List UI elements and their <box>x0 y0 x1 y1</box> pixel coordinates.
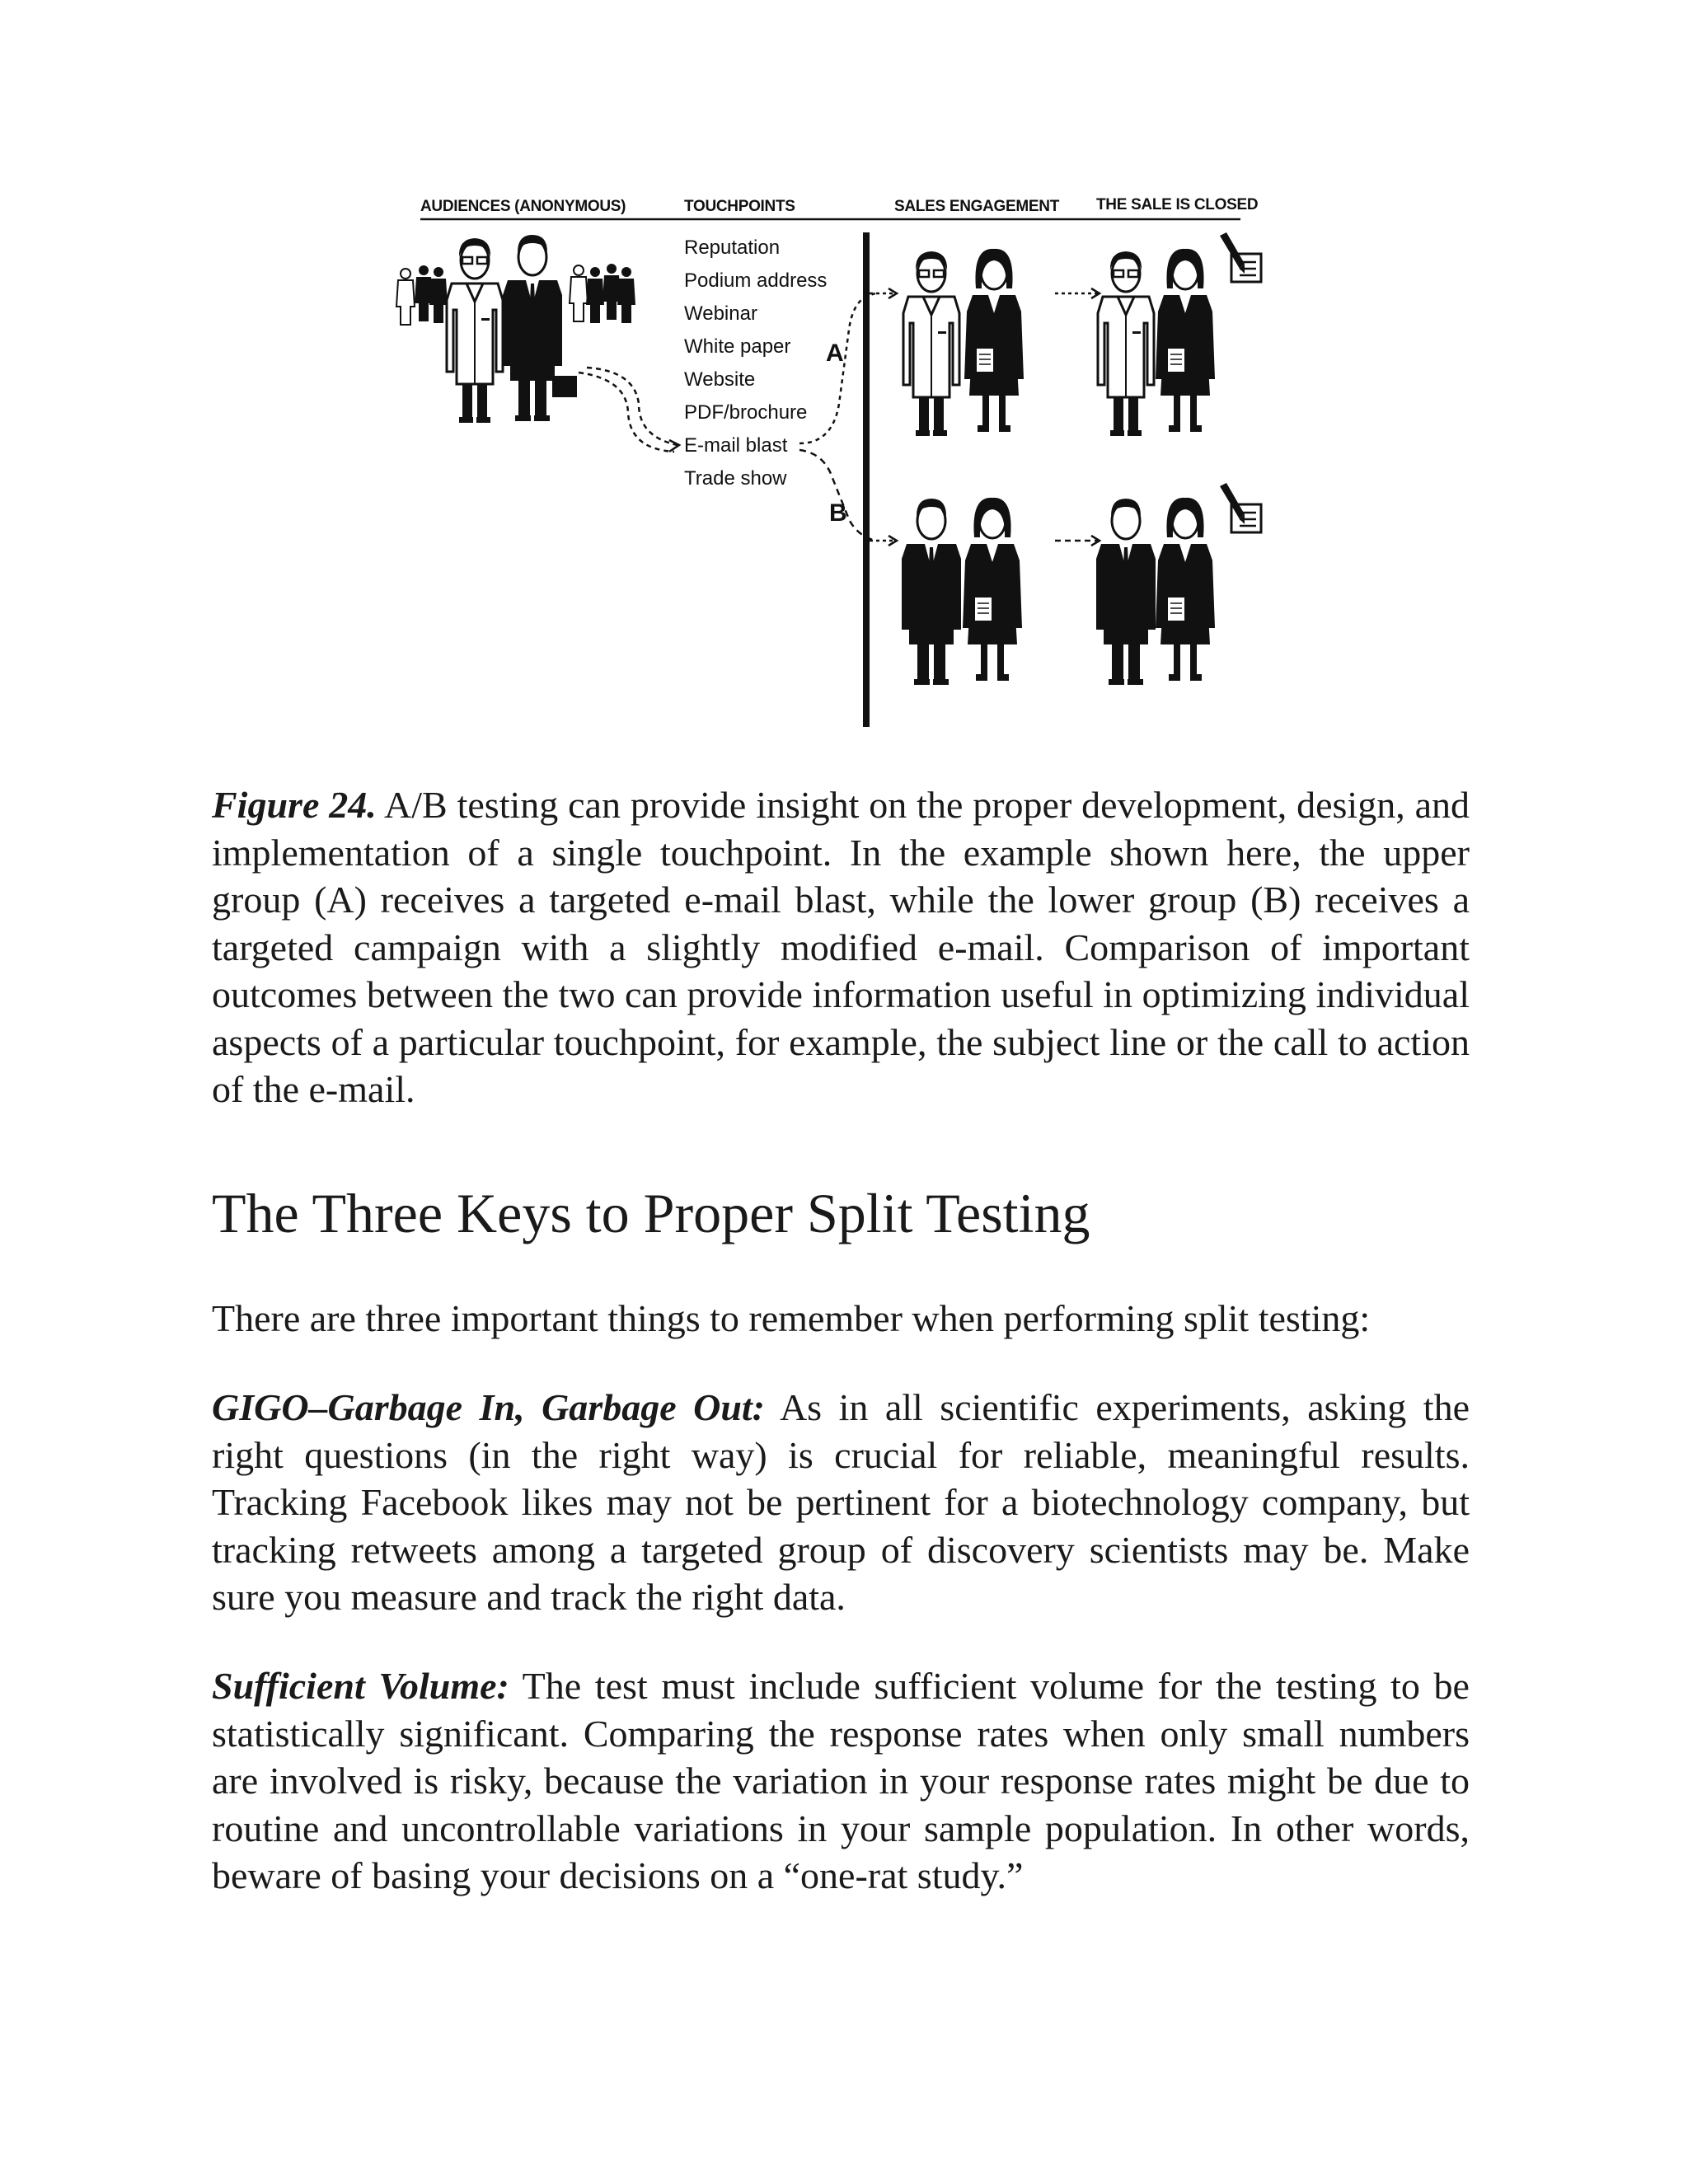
touchpoint-item: PDF/brochure <box>684 401 808 424</box>
briefcase-icon <box>552 376 577 397</box>
figure-caption <box>212 781 1470 1113</box>
key-paragraph-volume <box>212 1662 1470 1900</box>
header-touchpoints: TOUCHPOINTS <box>684 198 795 215</box>
path-b-label: B <box>829 499 847 527</box>
contract-icon <box>1220 232 1261 282</box>
touchpoint-item: Reputation <box>684 237 781 259</box>
contract-icon <box>1220 483 1261 532</box>
figure-label: Figure 24. <box>212 784 377 826</box>
touchpoint-item: Podium address <box>684 269 828 292</box>
audience-group <box>396 235 635 423</box>
key-paragraph-gigo <box>212 1384 1470 1621</box>
sale-closed-a <box>1098 232 1261 436</box>
caption-text: A/B testing can provide insight on the proper development, design, and implementation of a single touchpoint. In the example shown here, the upper group (A) receives a targeted e-mail blast, while the lower group (B) receives a targeted campaign with a slightly modified e-mail. Comparison of important outcomes between the two can provide information useful in optimizing individual aspects of a particular touchpoint, for example, the subject line or the call to action of the e-mail. <box>212 784 1470 1110</box>
touchpoint-item: Website <box>684 368 756 391</box>
path-a-label: A <box>826 340 844 367</box>
key-lead: GIGO–Garbage In, Garbage Out: <box>212 1386 765 1428</box>
sales-divider <box>863 232 870 727</box>
sales-engagement-b <box>902 498 1022 685</box>
sales-engagement-a <box>903 249 1024 436</box>
section-heading: The Three Keys to Proper Split Testing <box>212 1182 1090 1244</box>
touchpoint-item: White paper <box>684 335 791 358</box>
audience-path <box>587 368 678 445</box>
ab-testing-figure <box>387 181 1311 758</box>
touchpoint-item: Webinar <box>684 302 757 325</box>
header-sale-closed: THE SALE IS CLOSED <box>1096 196 1259 213</box>
touchpoint-item: Trade show <box>684 467 787 490</box>
intro-paragraph: There are three important things to remember when performing split testing: <box>212 1297 1371 1339</box>
key-text: The test must include sufficient volume for the testing to be statistically significant. Comparing the response rates when only small numbers are involved is risky, because the variation in your response rates might be due to routine and uncontrollable variations in your sample population. In other words, beware of basing your decisions on a “one-rat study.” <box>212 1665 1470 1896</box>
header-sales-engagement: SALES ENGAGEMENT <box>894 198 1059 215</box>
key-text: As in all scientific experiments, asking the right questions (in the right way) is crucial for reliable, meaningful results. Tracking Facebook likes may not be pertinent for a biotechnology company, but tracking retweets among a targeted group of discovery scientists may be. Make sure you measure and track the right data. <box>212 1386 1470 1618</box>
header-audiences: AUDIENCES (ANONYMOUS) <box>420 198 626 215</box>
key-lead: Sufficient Volume: <box>212 1665 509 1707</box>
touchpoint-item: E-mail blast <box>684 434 788 457</box>
sale-closed-b <box>1096 483 1261 685</box>
